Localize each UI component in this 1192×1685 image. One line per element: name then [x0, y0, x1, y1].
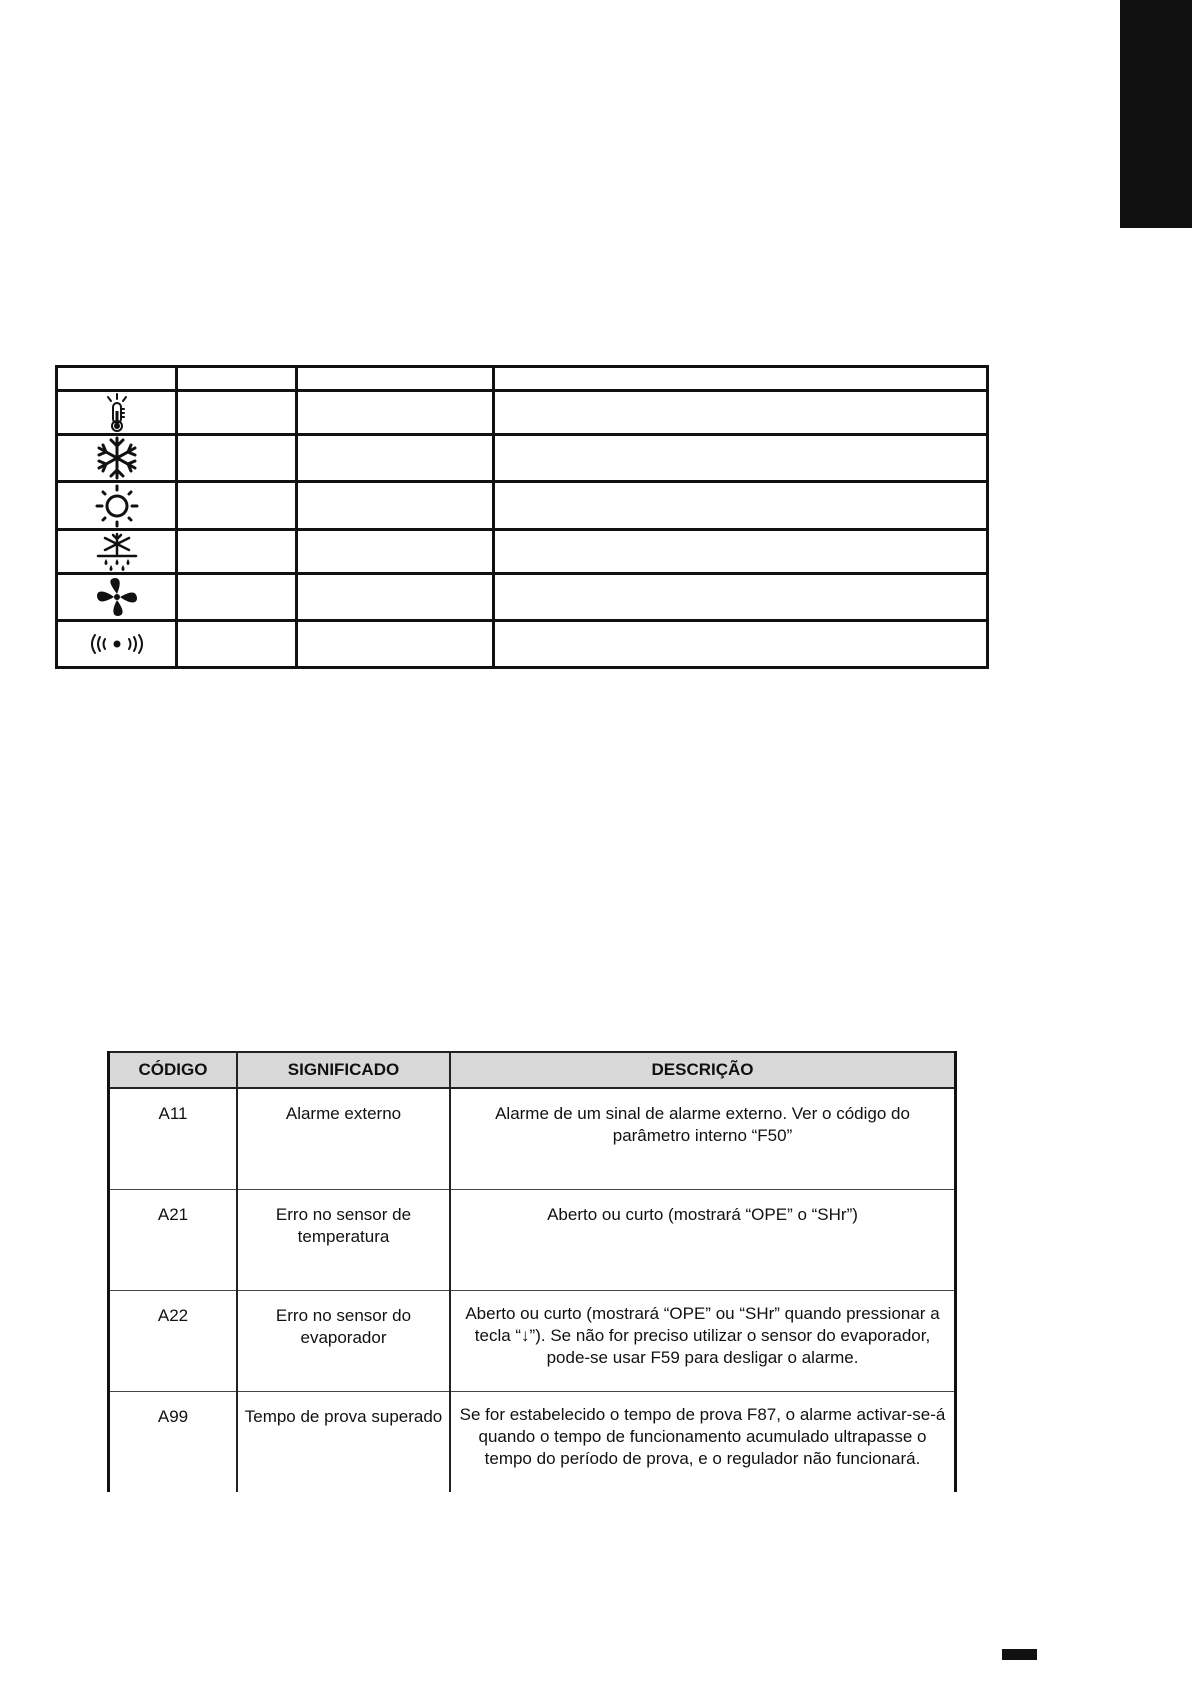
icon-table-icon-cell	[57, 435, 177, 482]
icon-table-row	[57, 435, 988, 482]
alarm-meaning: Tempo de prova superado	[237, 1392, 450, 1493]
alarm-description: Alarme de um sinal de alarme externo. Ver o código do parâmetro interno “F50”	[450, 1088, 956, 1190]
table-row	[109, 1291, 956, 1392]
alarm-meaning: Erro no sensor do evaporador	[237, 1291, 450, 1392]
icon-table-row	[57, 621, 988, 668]
thermometer-icon	[102, 393, 132, 433]
alarm-description: Se for estabelecido o tempo de prova F87, o alarme activar-se-á quando o tempo de funcionamento acumulado ultrapasse o tempo do período de prova, e o regulador não funcionará.	[450, 1392, 956, 1493]
header-meaning: SIGNIFICADO	[237, 1052, 450, 1088]
header-description: DESCRIÇÃO	[450, 1052, 956, 1088]
sun-icon	[93, 484, 141, 528]
header-code: CÓDIGO	[109, 1052, 238, 1088]
icon-table-row	[57, 530, 988, 574]
alarm-code: A21	[109, 1190, 238, 1291]
snowflake-icon	[94, 436, 140, 480]
alarm-meaning: Erro no sensor de temperatura	[237, 1190, 450, 1291]
alarm-buzzer-icon	[87, 631, 147, 657]
icon-table-row	[57, 391, 988, 435]
alarm-description: Aberto ou curto (mostrará “OPE” o “SHr”)	[450, 1190, 956, 1291]
icon-table	[55, 365, 989, 669]
section-tab	[1120, 0, 1192, 228]
alarm-code-table	[107, 1051, 957, 1492]
alarm-table-header-row	[109, 1052, 956, 1088]
icon-table-header-row	[57, 367, 988, 391]
alarm-description: Aberto ou curto (mostrará “OPE” ou “SHr” quando pressionar a tecla “↓”). Se não for preciso utilizar o sensor do evaporador, pode-se usar F59 para desligar o alarme.	[450, 1291, 956, 1392]
defrost-icon	[94, 532, 140, 572]
icon-table-icon-cell	[57, 391, 177, 435]
icon-table-row	[57, 482, 988, 530]
alarm-code: A22	[109, 1291, 238, 1392]
alarm-meaning: Alarme externo	[237, 1088, 450, 1190]
icon-table-row	[57, 574, 988, 621]
table-row	[109, 1392, 956, 1493]
table-row	[109, 1190, 956, 1291]
table-row	[109, 1088, 956, 1190]
alarm-code: A99	[109, 1392, 238, 1493]
icon-table-header-cell	[177, 367, 297, 391]
icon-table-header-cell	[57, 367, 177, 391]
icon-table-icon-cell	[57, 621, 177, 668]
page-number-mark	[1002, 1649, 1037, 1660]
icon-table-header-cell	[297, 367, 494, 391]
icon-table-header-cell	[494, 367, 988, 391]
icon-table-icon-cell	[57, 482, 177, 530]
icon-table-icon-cell	[57, 530, 177, 574]
icon-table-icon-cell	[57, 574, 177, 621]
alarm-code: A11	[109, 1088, 238, 1190]
fan-icon	[94, 575, 140, 619]
